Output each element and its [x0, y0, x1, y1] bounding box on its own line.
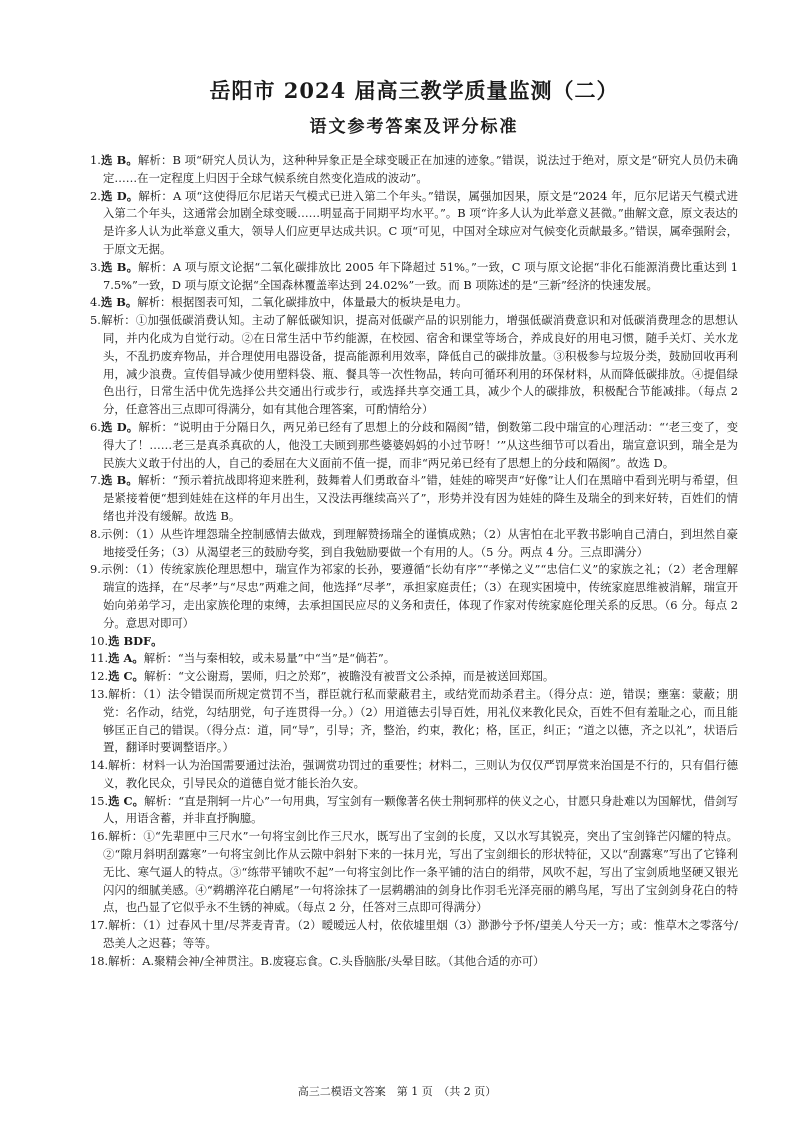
answer-explanation: 解析：“预示着抗战即将迎来胜利，鼓舞着人们勇敢奋斗”错，娃娃的啼哭声“好像”让人们在黑暗中看到光明与希望，但是紧接着便“想到娃娃在这样的年月出生，又没法再继续高兴了”，形势并没有因为娃娃的降生及瑞全的到来好转，百姓们的情绪也并没有缓解。故选 B。	[103, 473, 739, 523]
answer-item	[90, 917, 738, 953]
answer-item	[90, 757, 738, 793]
answer-number: 10.	[90, 633, 109, 648]
answer-number: 4.	[90, 295, 101, 310]
answer-explanation: 解析：“说明由于分隔日久，两兄弟已经有了思想上的分歧和隔阂”错，倒数第二段中瑞宣的心理活动：“‘老三变了，变得大了！……老三是真杀真砍的人，他没工夫顾到那些婆婆妈妈的小过节呀！’”从这些细节可以看出，瑞宣意识到，瑞全是为民族大义敢于付出的人，自己的委屈在大义面前不值一提，而非“两兄弟已经有了思想上的分歧和隔阂”。故选 D。	[103, 419, 739, 470]
page-title: 岳阳市 2024 届高三教学质量监测（二）	[209, 78, 619, 103]
answer-explanation: 解析：“文公谢焉，罢师，归之於郑”，被瞻没有被晋文公杀掉，而是被送回郑国。	[143, 669, 555, 684]
answer-item	[90, 259, 738, 295]
answer-explanation: 解析：（1）法令错误而所规定赏罚不当，群臣就行私而蒙蔽君主，或结党而劫杀君主。（得分点：逆，错误；壅塞：蒙蔽；朋党：名作动，结党，勾结朋党，句子连贯得一分。）（2）用道德去引导百姓，用礼仪来教化民众，百姓不但有羞耻之心，而且能够匡正自己的错误。（得分点：道，同“导”，引导；齐，整治，约束，教化；格，匡正，纠正；“道之以德，齐之以礼”，状语后置，翻译时要调整语序。）	[103, 686, 738, 755]
answer-number: 11.	[90, 651, 109, 666]
answer-number: 15.	[90, 793, 109, 808]
answer-number: 8.	[90, 526, 101, 541]
answer-number: 13.	[90, 686, 109, 701]
answer-item	[90, 828, 738, 917]
answer-explanation: 示例：（1）从些许埋怨瑞全控制感情去做戏，到理解赞扬瑞全的谨慎成熟；（2）从害怕在北平教书影响自己清白，到坦然自豪地接受任务；（3）从渴望老三的鼓励夸奖，到自我勉励要做一个有用的人。（5 分。两点 4 分。三点即满分）	[100, 526, 738, 559]
answer-choice: 选 B。	[100, 259, 139, 274]
answer-explanation: 解析：A 项与原文论据“二氧化碳排放比 2005 年下降超过 51%。”一致，C 项与原文论据“非化石能源消费比重达到 17.5%”一致，D 项与原文论据“全国森林覆盖率达到 24.02%”一致。而 B 项陈述的是“三新”经济的快速发展。	[103, 259, 739, 292]
answer-explanation: 示例：（1）传统家族伦理思想中，瑞宣作为祁家的长孙，要遵循“长幼有序”“孝悌之义”“忠信仁义”的家族之礼；（2）老舍理解瑞宣的选择，在“尽孝”与“尽忠”两难之间，他选择“尽孝”，承担家庭责任；（3）在现实困境中，传统家庭思维被消解，瑞宣开始向弟弟学习，走出家族伦理的束缚，去承担国民应尽的义务和责任，体现了作家对传统家庭伦理关系的反思。（6 分。每点 2 分。意思对即可）	[100, 562, 738, 630]
answer-number: 12.	[90, 669, 109, 684]
answer-explanation: 解析：①加强低碳消费认知。主动了解低碳知识，提高对低碳产品的识别能力，增强低碳消费意识和对低碳消费理念的思想认同，并内化成为自觉行动。②在日常生活中节约能源，在校园、宿舍和课堂等场合，养成良好的用电习惯，随手关灯、关水龙头，不乱扔废弃物品，并合理使用电器设备，提高能源利用效率，降低自己的碳排放量。③积极参与垃圾分类，鼓励回收再利用，减少浪费。宣传倡导减少使用塑料袋、瓶、餐具等一次性物品，转向可循环利用的环保材料，从而降低碳排放。④提倡绿色出行，日常生活中优先选择公共交通出行或步行，或选择共享交通工具，减少个人的碳排放，积极配合节能减排。（每点 2 分，任意答出三点即可得满分，如有其他合理答案，可酌情给分）	[100, 313, 738, 417]
answer-item	[90, 472, 738, 525]
answer-number: 1.	[90, 153, 101, 167]
answer-item	[90, 668, 738, 686]
answer-number: 17.	[90, 918, 109, 933]
answer-item	[90, 793, 738, 829]
answer-item	[90, 633, 738, 651]
answer-choice: 选 C。	[108, 669, 144, 684]
answer-choice: 选 D。	[100, 188, 139, 203]
answer-choice: 选 A。	[108, 651, 144, 666]
answer-choice: 选 B。	[100, 153, 138, 167]
answer-choice: 选 C。	[108, 793, 145, 808]
answer-item	[90, 561, 738, 632]
answer-item	[90, 312, 738, 419]
answer-explanation: 解析：根据图表可知，二氧化碳排放中，体量最大的板块是电力。	[137, 295, 468, 310]
page-footer: 高三二模语文答案 第 1 页 （共 2 页）	[297, 1085, 497, 1098]
answer-choice: 选 BDF。	[108, 633, 163, 648]
answer-number: 6.	[90, 419, 101, 434]
answer-number: 16.	[90, 829, 109, 844]
answer-item	[90, 419, 738, 472]
answer-explanation: 解析：B 项“研究人员认为，这种种异象正是全球变暖正在加速的迹象。”错误，说法过于绝对，原文是“研究人员仍未确定……在一定程度上归因于全球气候系统自然变化造成的波动”。	[103, 153, 739, 185]
answer-explanation: 解析：（1）过春风十里/尽荠麦青青。（2）暧暧远人村，依依墟里烟（3）渺渺兮予怀/望美人兮天一方；或：惟草木之零落兮/恐美人之迟暮；等等。	[103, 918, 738, 951]
answer-choice: 选 D。	[100, 419, 139, 434]
answer-list	[90, 152, 738, 971]
answer-number: 3.	[90, 259, 101, 274]
answer-explanation: 解析：“当与秦相较，或未易量”中“当”是“倘若”。	[143, 651, 396, 666]
answer-item	[90, 686, 738, 757]
answer-item	[90, 526, 738, 562]
answer-number: 14.	[90, 758, 109, 773]
answer-choice: 选 B。	[100, 473, 138, 488]
answer-explanation: 解析：材料一认为治国需要通过法治，强调赏功罚过的重要性；材料二，三则认为仅仅严罚厚赏来治国是不行的，只有倡行德义，教化民众，引导民众的道德自觉才能长治久安。	[103, 758, 738, 790]
answer-number: 5.	[90, 313, 101, 328]
answer-number: 2.	[90, 188, 101, 203]
answer-item	[90, 953, 738, 971]
answer-choice: 选 B。	[100, 295, 138, 310]
page-subtitle: 语文参考答案及评分标准	[309, 117, 519, 137]
answer-item	[90, 188, 738, 259]
answer-item	[90, 294, 738, 312]
answer-number: 7.	[90, 473, 101, 488]
answer-explanation: 解析：①“先辈匣中三尺水”一句将宝剑比作三尺水，既写出了宝剑的长度，又以水写其锐亮，突出了宝剑锋芒闪耀的特点。②“隙月斜明刮露寒”一句将宝剑比作从云隙中斜射下来的一抹月光，写出了宝剑细长的形状特征，又以“刮露寒”写出了它锋利无比、寒气逼人的特点。③“练带平铺吹不起”一句将宝剑比作一条平铺的洁白的绢带，风吹不起，写出了宝剑质地坚硬又银光闪闪的细腻美感。④“鹈鹕淬花白鹇尾”一句将涂抹了一层鹈鹕油的剑身比作羽毛光泽亮丽的鹇鸟尾，写出了宝剑剑身花白的特点，也凸显了它似乎永不生锈的神威。（每点 2 分，任答对三点即可得满分）	[103, 829, 738, 915]
answer-explanation: 解析：A 项“这使得厄尔尼诺天气模式已进入第二个年头。”错误，属强加因果，原文是“2024 年，厄尔尼诺天气模式进入第二个年头，这通常会加剧全球变暖……明显高于同期平均水平。”。B 项“许多人认为此举意义甚微。”曲解文意，原文表达的是许多人认为此举意义重大，领导人们应更早达成共识。C 项“可见，中国对全球应对气候变化贡献最多。”错误，属牵强附会，于原文无据。	[103, 188, 738, 256]
answer-item	[90, 650, 738, 668]
answer-explanation: 解析：A.聚精会神/全神贯注。B.废寝忘食。C.头昏脑胀/头晕目眩。（其他合适的亦可）	[108, 953, 545, 968]
answer-number: 9.	[90, 562, 101, 577]
answer-number: 18.	[90, 953, 109, 968]
answer-explanation: 解析：“直是荆轲一片心”一句用典，写宝剑有一颗像著名侠士荆轲那样的侠义之心，甘愿只身赴难以为国解忧，借剑写人，用语含蓄，并非直抒胸臆。	[103, 793, 738, 826]
answer-item	[90, 152, 738, 188]
